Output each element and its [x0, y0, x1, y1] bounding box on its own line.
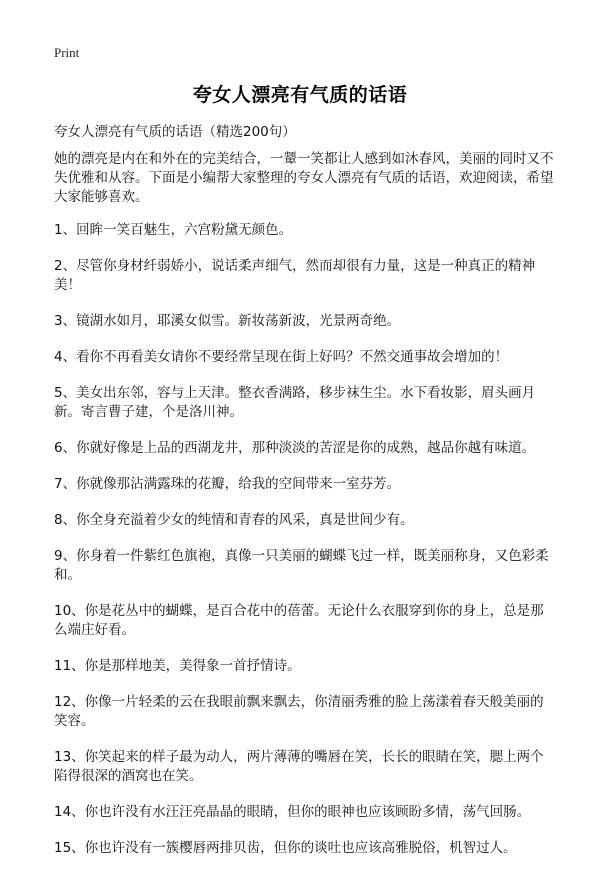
page-title: 夸女人漂亮有气质的话语 [192, 84, 408, 106]
page-subtitle: 夸女人漂亮有气质的话语（精选200句） [54, 124, 296, 140]
list-item: 15、你也许没有一簇樱唇两排贝齿，但你的谈吐也应该高雅脱俗，机智过人。 [54, 840, 517, 856]
list-item: 9、你身着一件紫红色旗袍，真像一只美丽的蝴蝶飞过一样，既美丽称身，又色彩柔和。 [54, 548, 549, 583]
list-item: 10、你是花丛中的蝴蝶，是百合花中的蓓蕾。无论什么衣服穿到你的身上，总是那么端庄好看。 [54, 603, 544, 638]
list-item: 6、你就好像是上品的西湖龙井，那种淡淡的苦涩是你的成熟，越品你越有味道。 [54, 440, 536, 456]
list-item: 12、你像一片轻柔的云在我眼前飘来飘去，你清丽秀雅的脸上荡漾着春天般美丽的笑容。 [54, 694, 544, 729]
print-link[interactable]: Print [54, 45, 80, 60]
list-item: 8、你全身充溢着少女的纯情和青春的风采，真是世间少有。 [54, 512, 414, 528]
list-item: 3、镜湖水如月，耶溪女似雪。新妆荡新波，光景两奇绝。 [54, 313, 401, 329]
list-item: 5、美女出东邻，容与上天津。整衣香满路，移步袜生尘。水下看妆影，眉头画月新。寄言曹子建，个是洛川神。 [54, 385, 536, 420]
list-item: 14、你也许没有水汪汪亮晶晶的眼睛，但你的眼神也应该顾盼多情，荡气回肠。 [54, 804, 531, 820]
list-item: 13、你笑起来的样子最为动人，两片薄薄的嘴唇在笑，长长的眼睛在笑，腮上两个陷得很深的酒窝也在笑。 [54, 749, 544, 784]
list-item: 2、尽管你身材纤弱娇小，说话柔声细气，然而却很有力量，这是一种真正的精神美！ [54, 258, 536, 293]
intro-paragraph: 她的漂亮是内在和外在的完美结合，一颦一笑都让人感到如沐春风，美丽的同时又不失优雅和从容。下面是小编帮大家整理的夸女人漂亮有气质的话语，欢迎阅读，希望大家能够喜欢。 [54, 151, 554, 205]
list-item: 11、你是那样地美，美得象一首抒情诗。 [54, 658, 301, 674]
article-body [54, 150, 556, 875]
list-item: 1、回眸一笑百魅生，六宫粉黛无颜色。 [54, 222, 293, 238]
list-item: 7、你就像那沾满露珠的花瓣，给我的空间带来一室芬芳。 [54, 476, 401, 492]
list-item: 4、看你不再看美女请你不要经常呈现在街上好吗？不然交通事故会增加的！ [54, 349, 509, 365]
